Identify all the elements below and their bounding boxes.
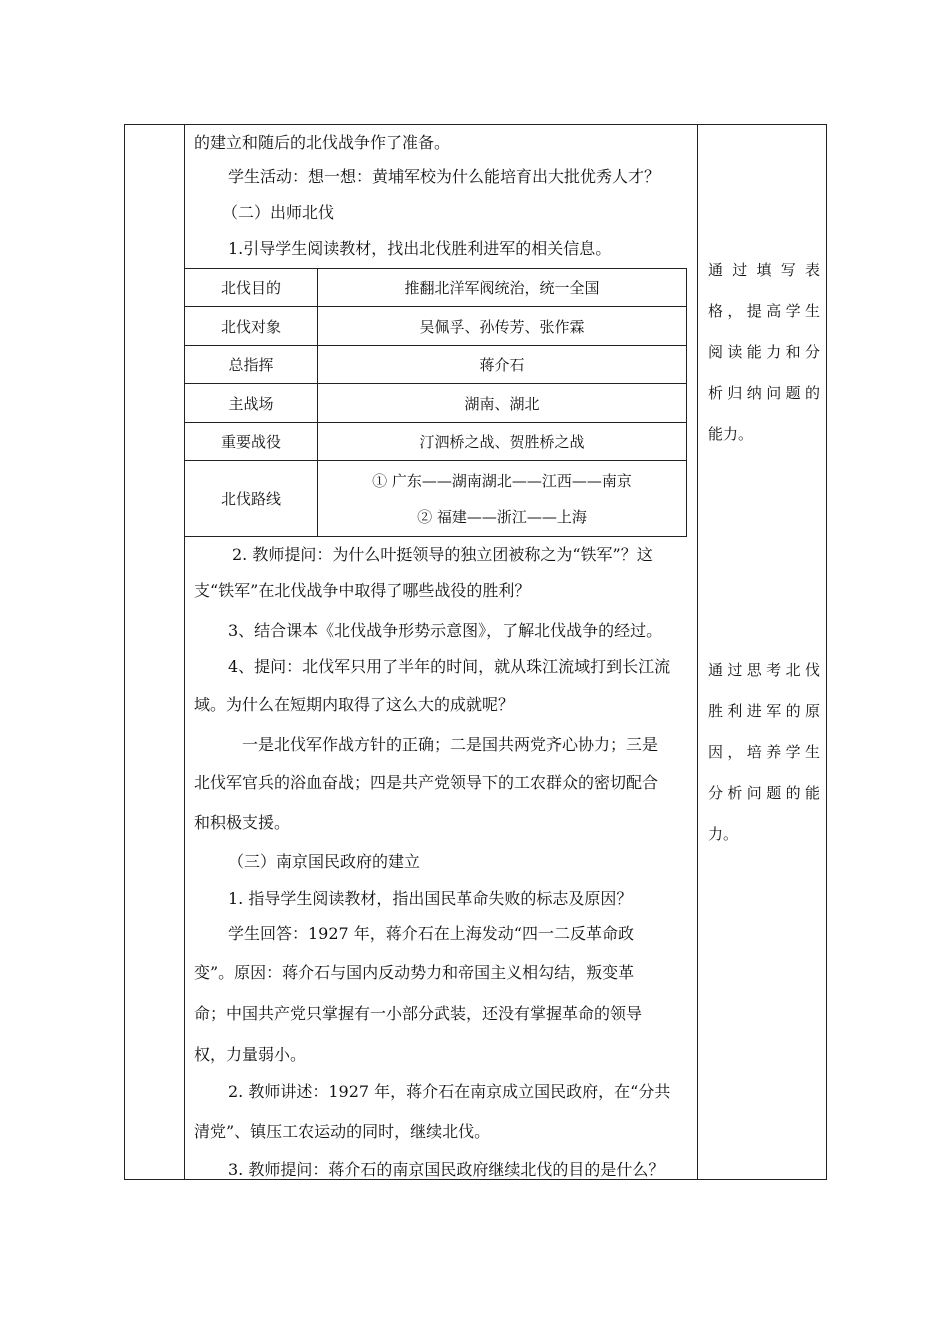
route-line-1: ① 广东——湖南湖北——江西——南京 bbox=[372, 471, 632, 490]
table-value bbox=[318, 461, 687, 537]
table-label: 总指挥 bbox=[185, 346, 318, 384]
step2-line1: 2. 教师提问：为什么叶挺领导的独立团被称之为“铁军”？这 bbox=[232, 545, 653, 564]
table-row bbox=[185, 269, 687, 307]
note-line: 通过填写表 bbox=[708, 261, 820, 279]
note-line: 阅读能力和分 bbox=[708, 343, 820, 361]
s3-step2-line2: 清党”、镇压工农运动的同时，继续北伐。 bbox=[194, 1122, 491, 1141]
table-value: 吴佩孚、孙传芳、张作霖 bbox=[318, 307, 687, 346]
step3: 3、结合课本《北伐战争形势示意图》，了解北伐战争的经过。 bbox=[228, 621, 663, 640]
s3-step2-line1: 2. 教师讲述：1927 年，蒋介石在南京成立国民政府，在“分共 bbox=[228, 1082, 671, 1101]
s3-step1: 1. 指导学生阅读教材，指出国民革命失败的标志及原因？ bbox=[228, 889, 633, 908]
table-row bbox=[185, 307, 687, 346]
student-activity: 学生活动：想一想：黄埔军校为什么能培育出大批优秀人才？ bbox=[228, 167, 661, 186]
s3-answer-line1: 学生回答：1927 年，蒋介石在上海发动“四一二反革命政 bbox=[228, 924, 634, 943]
design-note-1 bbox=[708, 250, 820, 455]
note-line: 因，培养学生 bbox=[708, 743, 820, 761]
table-label: 北伐路线 bbox=[185, 461, 318, 537]
answer-line2: 北伐军官兵的浴血奋战；四是共产党领导下的工农群众的密切配合 bbox=[194, 773, 659, 792]
answer-line1: 一是北伐军作战方针的正确；二是国共两党齐心协力；三是 bbox=[242, 735, 659, 754]
table-row bbox=[185, 346, 687, 384]
note-line: 格，提高学生 bbox=[708, 302, 820, 320]
intro-line: 的建立和随后的北伐战争作了准备。 bbox=[194, 133, 451, 152]
step1: 1.引导学生阅读教材，找出北伐胜利进军的相关信息。 bbox=[228, 239, 612, 258]
table-label: 重要战役 bbox=[185, 423, 318, 461]
step2-line2: 支“铁军”在北伐战争中取得了哪些战役的胜利？ bbox=[194, 581, 531, 600]
answer-line3: 和积极支援。 bbox=[194, 813, 291, 832]
table-value: 汀泗桥之战、贺胜桥之战 bbox=[318, 423, 687, 461]
s3-answer-line4: 权，力量弱小。 bbox=[194, 1045, 307, 1064]
note-line: 析归纳问题的 bbox=[708, 384, 820, 402]
section3-title: （三）南京国民政府的建立 bbox=[228, 852, 421, 871]
note-line: 分析问题的能 bbox=[708, 784, 820, 802]
table-value: 蒋介石 bbox=[318, 346, 687, 384]
note-line: 胜利进军的原 bbox=[708, 702, 820, 720]
s3-answer-line3: 命；中国共产党只掌握有一小部分武装，还没有掌握革命的领导 bbox=[194, 1004, 643, 1023]
table-value: 湖南、湖北 bbox=[318, 384, 687, 423]
step4-line2: 域。为什么在短期内取得了这么大的成就呢？ bbox=[194, 695, 515, 714]
s3-answer-line2: 变”。原因：蒋介石与国内反动势力和帝国主义相勾结，叛变革 bbox=[194, 963, 635, 982]
table-value: 推翻北洋军阀统治，统一全国 bbox=[318, 269, 687, 307]
table-label: 北伐目的 bbox=[185, 269, 318, 307]
note-line: 通过思考北伐 bbox=[708, 661, 820, 679]
table-row bbox=[185, 461, 687, 537]
table-label: 北伐对象 bbox=[185, 307, 318, 346]
table-row bbox=[185, 423, 687, 461]
northern-expedition-table bbox=[184, 268, 687, 537]
column-divider-right bbox=[697, 124, 698, 1180]
step4-line1: 4、提问：北伐军只用了半年的时间，就从珠江流域打到长江流 bbox=[228, 657, 671, 676]
table-row bbox=[185, 384, 687, 423]
note-line: 能力。 bbox=[708, 425, 754, 443]
s3-step3: 3. 教师提问：蒋介石的南京国民政府继续北伐的目的是什么？ bbox=[228, 1160, 665, 1179]
design-note-2 bbox=[708, 650, 820, 855]
section2-title: （二）出师北伐 bbox=[222, 203, 335, 222]
table-label: 主战场 bbox=[185, 384, 318, 423]
note-line: 力。 bbox=[708, 825, 739, 843]
route-line-2: ② 福建——浙江——上海 bbox=[417, 507, 587, 526]
